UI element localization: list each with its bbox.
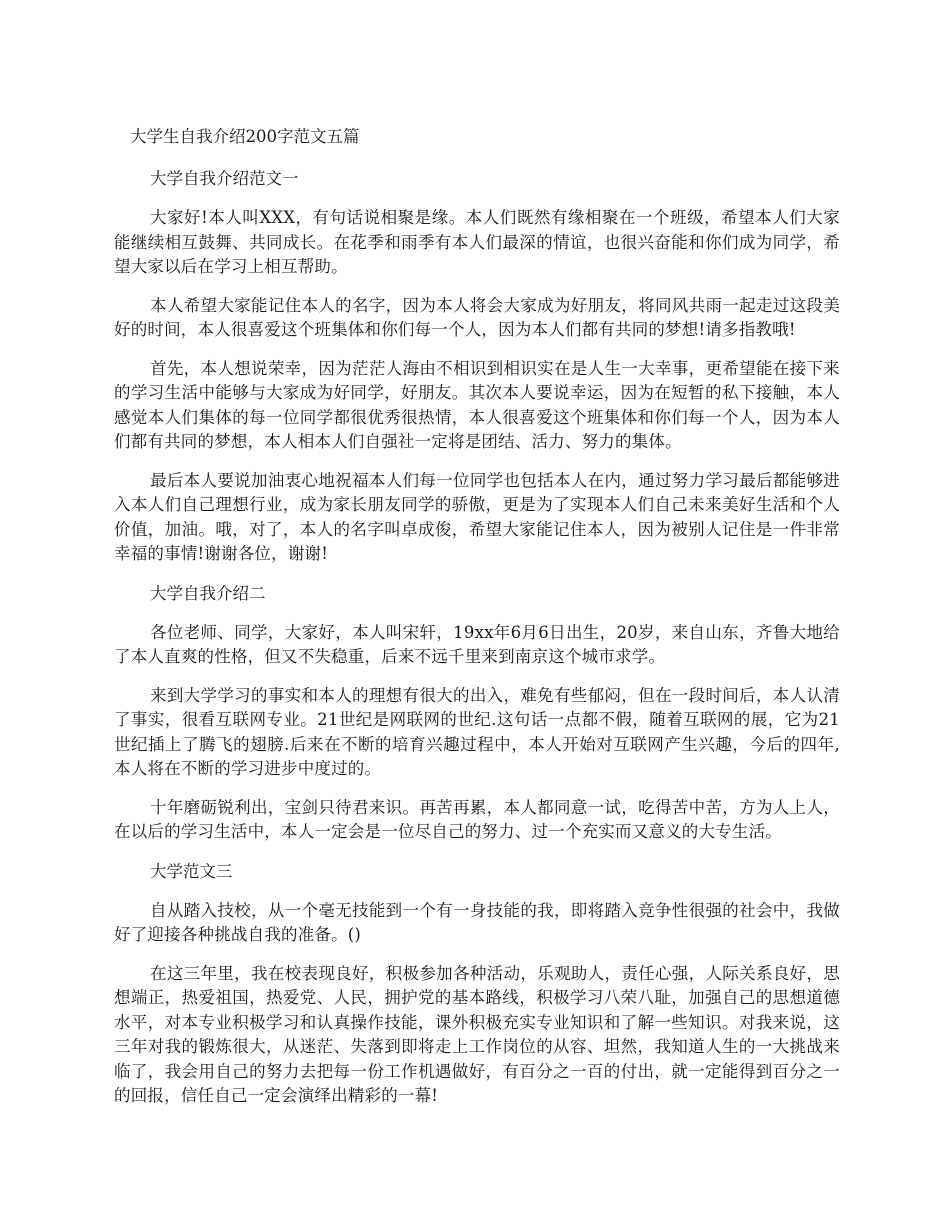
document-title: 大学生自我介绍200字范文五篇: [130, 127, 360, 146]
section-heading: 大学范文三: [150, 861, 233, 881]
section-heading: 大学自我介绍范文一: [150, 169, 299, 188]
section-1: [114, 166, 840, 567]
paragraph: 首先，本人想说荣幸，因为茫茫人海由不相识到相识实在是人生一大幸事，更希望能在接下来的学习生活中能够与大家成为好同学，好朋友。其次本人要说幸运，因为在短暂的私下接触，本人感觉本人们集体的每一位同学都很优秀很热情，本人很喜爱这个班集体和你们每一个人，因为本人们都有共同的梦想，本人相本人们自强社一定将是团结、活力、努力的集体。: [114, 358, 840, 451]
paragraph: 来到大学学习的事实和本人的理想有很大的出入，难免有些郁闷，但在一段时间后，本人认清了事实，很看互联网专业。21世纪是网联网的世纪.这句话一点都不假，随着互联网的展，它为21世纪插上了腾飞的翅膀.后来在不断的培育兴趣过程中，本人开始对互联网产生兴趣，今后的四年,本人将在不断的学习进步中度过的。: [114, 685, 840, 778]
paragraph: 本人希望大家能记住本人的名字，因为本人将会大家成为好朋友，将同风共雨一起走过这段美好的时间，本人很喜爱这个班集体和你们每一个人，因为本人们都有共同的梦想!请多指教哦!: [114, 295, 840, 339]
paragraph: 自从踏入技校，从一个毫无技能到一个有一身技能的我，即将踏入竞争性很强的社会中，我做好了迎接各种挑战自我的准备。(): [114, 900, 840, 944]
section-heading: 大学自我介绍二: [150, 583, 266, 603]
document-page: [114, 124, 840, 1123]
paragraph: 最后本人要说加油衷心地祝福本人们每一位同学也包括本人在内，通过努力学习最后都能够进入本人们自己理想行业，成为家长朋友同学的骄傲，更是为了实现本人们自己未来美好生活和个人价值，加油。哦，对了，本人的名字叫卓成俊，希望大家能记住本人，因为被别人记住是一件非常幸福的事情!谢谢各位，谢谢!: [114, 470, 840, 563]
paragraph: 大家好!本人叫XXX，有句话说相聚是缘。本人们既然有缘相聚在一个班级，希望本人们大家能继续相互鼓舞、共同成长。在花季和雨季有本人们最深的情谊，也很兴奋能和你们成为同学，希望大家以后在学习上相互帮助。: [114, 208, 840, 276]
paragraph: 在这三年里，我在校表现良好，积极参加各种活动，乐观助人，责任心强，人际关系良好，思想端正，热爱祖国，热爱党、人民，拥护党的基本路线，积极学习八荣八耻，加强自己的思想道德水平，对本专业积极学习和认真操作技能，课外积极充实专业知识和了解一些知识。对我来说，这三年对我的锻炼很大，从迷茫、失落到即将走上工作岗位的从容、坦然，我知道人生的一大挑战来临了，我会用自己的努力去把每一份工作机遇做好，有百分之一百的付出，就一定能得到百分之一的回报，信任自己一定会演绎出精彩的一幕!: [114, 963, 840, 1105]
section-2: [114, 581, 840, 845]
paragraph: 各位老师、同学，大家好，本人叫宋轩，19xx年6月6日出生，20岁，来自山东，齐鲁大地给了本人直爽的性格，但又不失稳重，后来不远千里来到南京这个城市求学。: [114, 622, 840, 666]
paragraph: 十年磨砺锐利出，宝剑只待君来识。再苦再累，本人都同意一试，吃得苦中苦，方为人上人，在以后的学习生活中，本人一定会是一位尽自己的努力、过一个充实而又意义的大专生活。: [114, 797, 840, 841]
section-3: [114, 859, 840, 1109]
